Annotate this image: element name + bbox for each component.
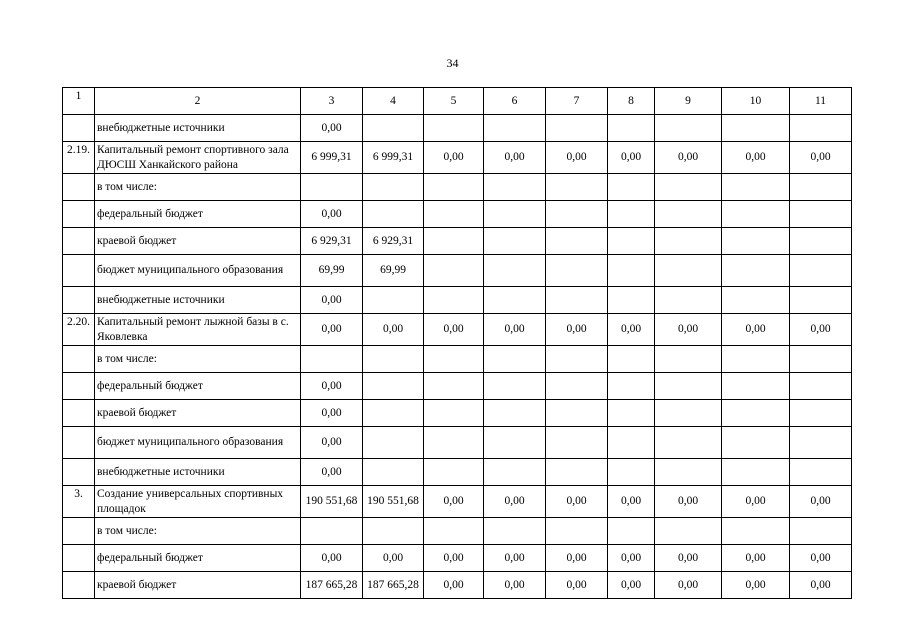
value-cell-col-3: 0,00 xyxy=(301,400,363,427)
value-cell-col-10 xyxy=(722,174,790,201)
row-name: Капитальный ремонт спортивного зала ДЮСШ Ханкайского района xyxy=(95,142,301,174)
value-cell-col-8: 0,00 xyxy=(608,545,655,572)
value-cell-col-5 xyxy=(424,373,484,400)
value-cell-col-9 xyxy=(655,287,722,314)
value-cell-col-3: 69,99 xyxy=(301,255,363,287)
value-cell-col-6 xyxy=(484,174,546,201)
row-number xyxy=(63,373,95,400)
header-cell-11: 11 xyxy=(790,88,852,115)
value-cell-col-9 xyxy=(655,228,722,255)
value-cell-col-11: 0,00 xyxy=(790,142,852,174)
row-number xyxy=(63,427,95,459)
value-cell-col-9: 0,00 xyxy=(655,142,722,174)
table-row xyxy=(63,459,852,486)
value-cell-col-6 xyxy=(484,459,546,486)
value-cell-col-9 xyxy=(655,373,722,400)
table-row xyxy=(63,314,852,346)
row-name: краевой бюджет xyxy=(95,400,301,427)
value-cell-col-11 xyxy=(790,373,852,400)
table-row xyxy=(63,142,852,174)
value-cell-col-4 xyxy=(363,287,424,314)
value-cell-col-3: 6 999,31 xyxy=(301,142,363,174)
table-row xyxy=(63,400,852,427)
table-row xyxy=(63,174,852,201)
value-cell-col-5 xyxy=(424,228,484,255)
table-row xyxy=(63,287,852,314)
value-cell-col-9 xyxy=(655,518,722,545)
value-cell-col-9 xyxy=(655,115,722,142)
value-cell-col-10 xyxy=(722,228,790,255)
value-cell-col-5: 0,00 xyxy=(424,545,484,572)
header-cell-3: 3 xyxy=(301,88,363,115)
value-cell-col-7: 0,00 xyxy=(546,142,608,174)
value-cell-col-11 xyxy=(790,174,852,201)
value-cell-col-7: 0,00 xyxy=(546,486,608,518)
value-cell-col-3: 0,00 xyxy=(301,459,363,486)
value-cell-col-7 xyxy=(546,228,608,255)
value-cell-col-6 xyxy=(484,201,546,228)
row-name: внебюджетные источники xyxy=(95,115,301,142)
value-cell-col-6 xyxy=(484,287,546,314)
value-cell-col-8 xyxy=(608,174,655,201)
value-cell-col-3 xyxy=(301,174,363,201)
value-cell-col-8: 0,00 xyxy=(608,314,655,346)
table-row xyxy=(63,572,852,599)
value-cell-col-8: 0,00 xyxy=(608,572,655,599)
value-cell-col-8 xyxy=(608,255,655,287)
value-cell-col-3: 0,00 xyxy=(301,314,363,346)
value-cell-col-6 xyxy=(484,373,546,400)
row-name: в том числе: xyxy=(95,346,301,373)
row-name: внебюджетные источники xyxy=(95,459,301,486)
row-number xyxy=(63,346,95,373)
value-cell-col-6: 0,00 xyxy=(484,142,546,174)
row-name: бюджет муниципального образования xyxy=(95,427,301,459)
value-cell-col-10 xyxy=(722,518,790,545)
table-row xyxy=(63,518,852,545)
budget-table xyxy=(62,87,852,599)
value-cell-col-3: 187 665,28 xyxy=(301,572,363,599)
value-cell-col-4 xyxy=(363,373,424,400)
value-cell-col-7 xyxy=(546,400,608,427)
row-name: Создание универсальных спортивных площадок xyxy=(95,486,301,518)
value-cell-col-9 xyxy=(655,459,722,486)
row-number xyxy=(63,115,95,142)
value-cell-col-9 xyxy=(655,201,722,228)
value-cell-col-10 xyxy=(722,201,790,228)
row-number xyxy=(63,400,95,427)
value-cell-col-11 xyxy=(790,427,852,459)
row-name: федеральный бюджет xyxy=(95,201,301,228)
value-cell-col-5 xyxy=(424,518,484,545)
value-cell-col-10 xyxy=(722,115,790,142)
row-name: краевой бюджет xyxy=(95,228,301,255)
value-cell-col-5 xyxy=(424,255,484,287)
header-cell-2: 2 xyxy=(95,88,301,115)
value-cell-col-10: 0,00 xyxy=(722,572,790,599)
value-cell-col-6: 0,00 xyxy=(484,486,546,518)
value-cell-col-7 xyxy=(546,427,608,459)
row-number xyxy=(63,228,95,255)
value-cell-col-9: 0,00 xyxy=(655,545,722,572)
value-cell-col-3: 0,00 xyxy=(301,201,363,228)
value-cell-col-7 xyxy=(546,346,608,373)
value-cell-col-4 xyxy=(363,459,424,486)
value-cell-col-7 xyxy=(546,174,608,201)
value-cell-col-7 xyxy=(546,459,608,486)
table-row xyxy=(63,346,852,373)
value-cell-col-10 xyxy=(722,346,790,373)
row-name: Капитальный ремонт лыжной базы в с. Яковлевка xyxy=(95,314,301,346)
value-cell-col-4 xyxy=(363,518,424,545)
row-number: 2.20. xyxy=(63,314,95,346)
value-cell-col-11: 0,00 xyxy=(790,572,852,599)
table-row xyxy=(63,486,852,518)
row-number xyxy=(63,572,95,599)
value-cell-col-10: 0,00 xyxy=(722,314,790,346)
value-cell-col-5 xyxy=(424,201,484,228)
value-cell-col-9 xyxy=(655,255,722,287)
value-cell-col-8: 0,00 xyxy=(608,486,655,518)
header-cell-5: 5 xyxy=(424,88,484,115)
row-name: краевой бюджет xyxy=(95,572,301,599)
value-cell-col-8 xyxy=(608,518,655,545)
value-cell-col-11: 0,00 xyxy=(790,486,852,518)
value-cell-col-11 xyxy=(790,518,852,545)
value-cell-col-8 xyxy=(608,459,655,486)
value-cell-col-4: 69,99 xyxy=(363,255,424,287)
table-row xyxy=(63,427,852,459)
value-cell-col-3: 0,00 xyxy=(301,373,363,400)
value-cell-col-11 xyxy=(790,115,852,142)
value-cell-col-9 xyxy=(655,174,722,201)
value-cell-col-10 xyxy=(722,427,790,459)
header-cell-10: 10 xyxy=(722,88,790,115)
value-cell-col-8 xyxy=(608,373,655,400)
row-name: федеральный бюджет xyxy=(95,373,301,400)
value-cell-col-4 xyxy=(363,201,424,228)
row-number xyxy=(63,459,95,486)
value-cell-col-6 xyxy=(484,115,546,142)
row-number: 3. xyxy=(63,486,95,518)
value-cell-col-3: 0,00 xyxy=(301,115,363,142)
value-cell-col-6 xyxy=(484,518,546,545)
value-cell-col-6: 0,00 xyxy=(484,545,546,572)
value-cell-col-3: 0,00 xyxy=(301,287,363,314)
header-cell-6: 6 xyxy=(484,88,546,115)
value-cell-col-5 xyxy=(424,400,484,427)
row-number xyxy=(63,518,95,545)
value-cell-col-3: 6 929,31 xyxy=(301,228,363,255)
value-cell-col-10 xyxy=(722,459,790,486)
value-cell-col-11 xyxy=(790,400,852,427)
value-cell-col-11 xyxy=(790,201,852,228)
table-row xyxy=(63,373,852,400)
value-cell-col-11 xyxy=(790,346,852,373)
table-row xyxy=(63,201,852,228)
row-number xyxy=(63,545,95,572)
value-cell-col-4 xyxy=(363,174,424,201)
header-cell-4: 4 xyxy=(363,88,424,115)
value-cell-col-7 xyxy=(546,115,608,142)
table-body xyxy=(63,88,852,599)
value-cell-col-6 xyxy=(484,255,546,287)
value-cell-col-5 xyxy=(424,174,484,201)
value-cell-col-9 xyxy=(655,346,722,373)
header-cell-1: 1 xyxy=(63,88,95,115)
value-cell-col-8 xyxy=(608,400,655,427)
value-cell-col-10: 0,00 xyxy=(722,142,790,174)
value-cell-col-3: 0,00 xyxy=(301,545,363,572)
row-name: в том числе: xyxy=(95,174,301,201)
value-cell-col-4 xyxy=(363,346,424,373)
value-cell-col-8: 0,00 xyxy=(608,142,655,174)
table-row xyxy=(63,228,852,255)
value-cell-col-4: 0,00 xyxy=(363,545,424,572)
value-cell-col-5: 0,00 xyxy=(424,142,484,174)
value-cell-col-5 xyxy=(424,287,484,314)
value-cell-col-5 xyxy=(424,427,484,459)
row-number xyxy=(63,201,95,228)
row-name: в том числе: xyxy=(95,518,301,545)
value-cell-col-4 xyxy=(363,115,424,142)
value-cell-col-8 xyxy=(608,201,655,228)
table-row xyxy=(63,545,852,572)
value-cell-col-9: 0,00 xyxy=(655,572,722,599)
row-name: бюджет муниципального образования xyxy=(95,255,301,287)
value-cell-col-11 xyxy=(790,255,852,287)
value-cell-col-6: 0,00 xyxy=(484,572,546,599)
value-cell-col-7 xyxy=(546,287,608,314)
value-cell-col-7: 0,00 xyxy=(546,572,608,599)
value-cell-col-8 xyxy=(608,287,655,314)
value-cell-col-10: 0,00 xyxy=(722,486,790,518)
value-cell-col-7: 0,00 xyxy=(546,545,608,572)
value-cell-col-6 xyxy=(484,400,546,427)
row-name: федеральный бюджет xyxy=(95,545,301,572)
row-number xyxy=(63,287,95,314)
header-cell-7: 7 xyxy=(546,88,608,115)
value-cell-col-7: 0,00 xyxy=(546,314,608,346)
row-name: внебюджетные источники xyxy=(95,287,301,314)
value-cell-col-10: 0,00 xyxy=(722,545,790,572)
table-row xyxy=(63,115,852,142)
value-cell-col-10 xyxy=(722,373,790,400)
header-cell-8: 8 xyxy=(608,88,655,115)
value-cell-col-3 xyxy=(301,346,363,373)
value-cell-col-9: 0,00 xyxy=(655,314,722,346)
value-cell-col-9: 0,00 xyxy=(655,486,722,518)
value-cell-col-9 xyxy=(655,427,722,459)
value-cell-col-10 xyxy=(722,255,790,287)
value-cell-col-7 xyxy=(546,518,608,545)
value-cell-col-4 xyxy=(363,400,424,427)
value-cell-col-8 xyxy=(608,346,655,373)
value-cell-col-5: 0,00 xyxy=(424,486,484,518)
value-cell-col-11 xyxy=(790,228,852,255)
value-cell-col-6: 0,00 xyxy=(484,314,546,346)
value-cell-col-4: 187 665,28 xyxy=(363,572,424,599)
value-cell-col-3: 0,00 xyxy=(301,427,363,459)
value-cell-col-4: 0,00 xyxy=(363,314,424,346)
value-cell-col-4: 6 999,31 xyxy=(363,142,424,174)
value-cell-col-5 xyxy=(424,115,484,142)
value-cell-col-7 xyxy=(546,201,608,228)
value-cell-col-5: 0,00 xyxy=(424,314,484,346)
value-cell-col-11 xyxy=(790,287,852,314)
value-cell-col-9 xyxy=(655,400,722,427)
value-cell-col-4: 6 929,31 xyxy=(363,228,424,255)
value-cell-col-8 xyxy=(608,228,655,255)
table-row xyxy=(63,255,852,287)
value-cell-col-6 xyxy=(484,346,546,373)
value-cell-col-4: 190 551,68 xyxy=(363,486,424,518)
value-cell-col-8 xyxy=(608,115,655,142)
value-cell-col-6 xyxy=(484,228,546,255)
value-cell-col-5 xyxy=(424,459,484,486)
row-number xyxy=(63,174,95,201)
value-cell-col-3: 190 551,68 xyxy=(301,486,363,518)
value-cell-col-5: 0,00 xyxy=(424,572,484,599)
page-number: 34 xyxy=(446,56,459,70)
row-number: 2.19. xyxy=(63,142,95,174)
value-cell-col-10 xyxy=(722,287,790,314)
header-cell-9: 9 xyxy=(655,88,722,115)
value-cell-col-5 xyxy=(424,346,484,373)
value-cell-col-10 xyxy=(722,400,790,427)
value-cell-col-8 xyxy=(608,427,655,459)
value-cell-col-11 xyxy=(790,459,852,486)
value-cell-col-7 xyxy=(546,255,608,287)
header-row xyxy=(63,88,852,115)
value-cell-col-7 xyxy=(546,373,608,400)
value-cell-col-11: 0,00 xyxy=(790,545,852,572)
row-number xyxy=(63,255,95,287)
value-cell-col-3 xyxy=(301,518,363,545)
value-cell-col-11: 0,00 xyxy=(790,314,852,346)
value-cell-col-4 xyxy=(363,427,424,459)
value-cell-col-6 xyxy=(484,427,546,459)
